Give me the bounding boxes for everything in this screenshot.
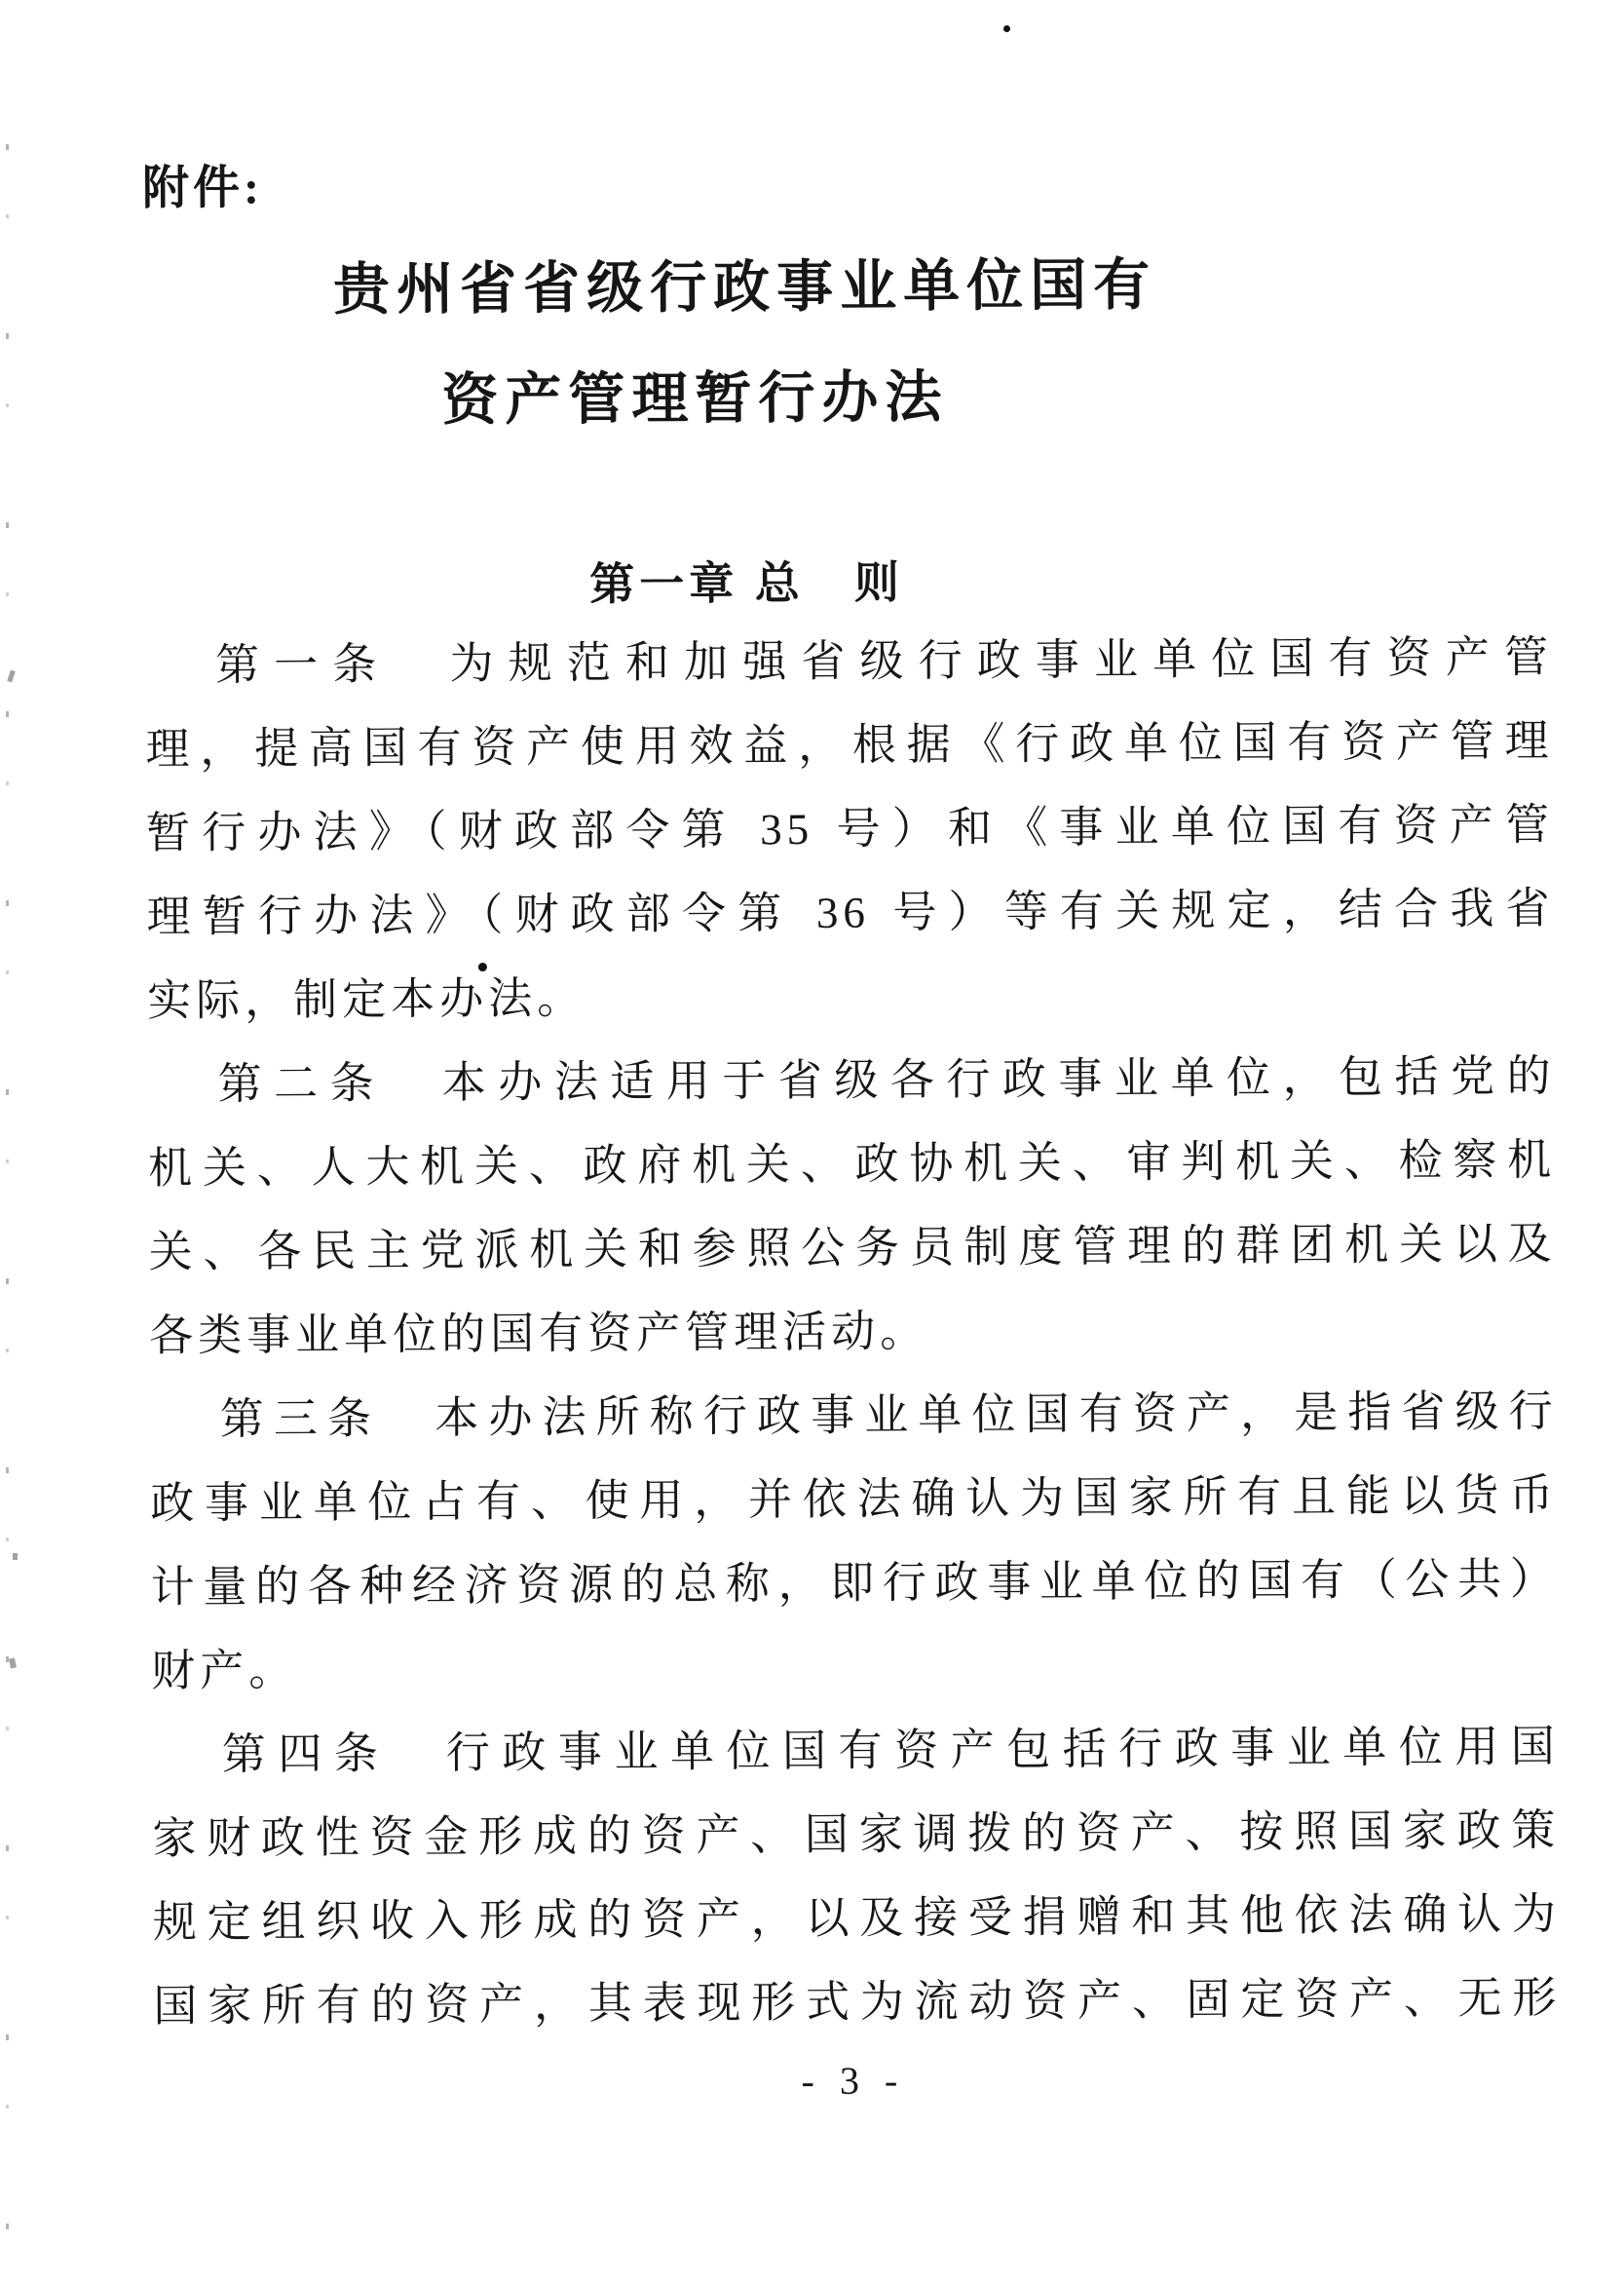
document-body <box>145 615 1562 2048</box>
body-line: 家财政性资金形成的资产、国家调拨的资产、按照国家政策 <box>152 1805 1561 1864</box>
document-title <box>0 228 1496 459</box>
body-line: 理暂行办法》（财政部令第 36 号）等有关规定，结合我省 <box>146 884 1555 942</box>
title-line-2: 资产管理暂行办法 <box>441 365 949 433</box>
body-line: 理，提高国有资产使用效益，根据《行政单位国有资产管理 <box>145 716 1554 775</box>
body-line: 规定组织收入形成的资产，以及接受捐赠和其他依法确认为 <box>152 1889 1562 1948</box>
page-number: - 3 - <box>801 2058 906 2104</box>
body-line: 暂行办法》（财政部令第 35 号）和《事业单位国有资产管 <box>145 800 1555 858</box>
body-line: 第二条 本办法适用于省级各行政事业单位，包括党的 <box>217 1051 1556 1109</box>
body-line: 国家所有的资产，其表现形式为流动资产、固定资产、无形 <box>153 1973 1562 2032</box>
body-line: 机关、人大机关、政府机关、政协机关、审判机关、检察机 <box>148 1135 1557 1194</box>
title-line-1: 贵州省省级行政事业单位国有 <box>332 252 1157 322</box>
body-line: 计量的各种经济资源的总称，即行政事业单位的国有（公共） <box>150 1554 1559 1613</box>
attachment-label: 附件: <box>141 162 264 215</box>
body-line: 第一条 为规范和加强省级行政事业单位国有资产管 <box>214 632 1554 690</box>
body-line: 实际，制定本办法。 <box>146 973 586 1026</box>
body-line: 关、各民主党派机关和参照公务员制度管理的群团机关以及 <box>148 1219 1557 1277</box>
body-line: 第四条 行政事业单位国有资产包括行政事业单位用国 <box>221 1722 1560 1779</box>
body-line: 各类事业单位的国有资产管理活动。 <box>149 1307 929 1361</box>
body-line: 政事业单位占有、使用，并依法确认为国家所有且能以货币 <box>150 1470 1559 1529</box>
body-line: 财产。 <box>151 1646 298 1696</box>
body-line: 第三条 本办法所称行政事业单位国有资产，是指省级行 <box>219 1386 1558 1444</box>
chapter-heading: 第一章 总 则 <box>589 557 904 610</box>
